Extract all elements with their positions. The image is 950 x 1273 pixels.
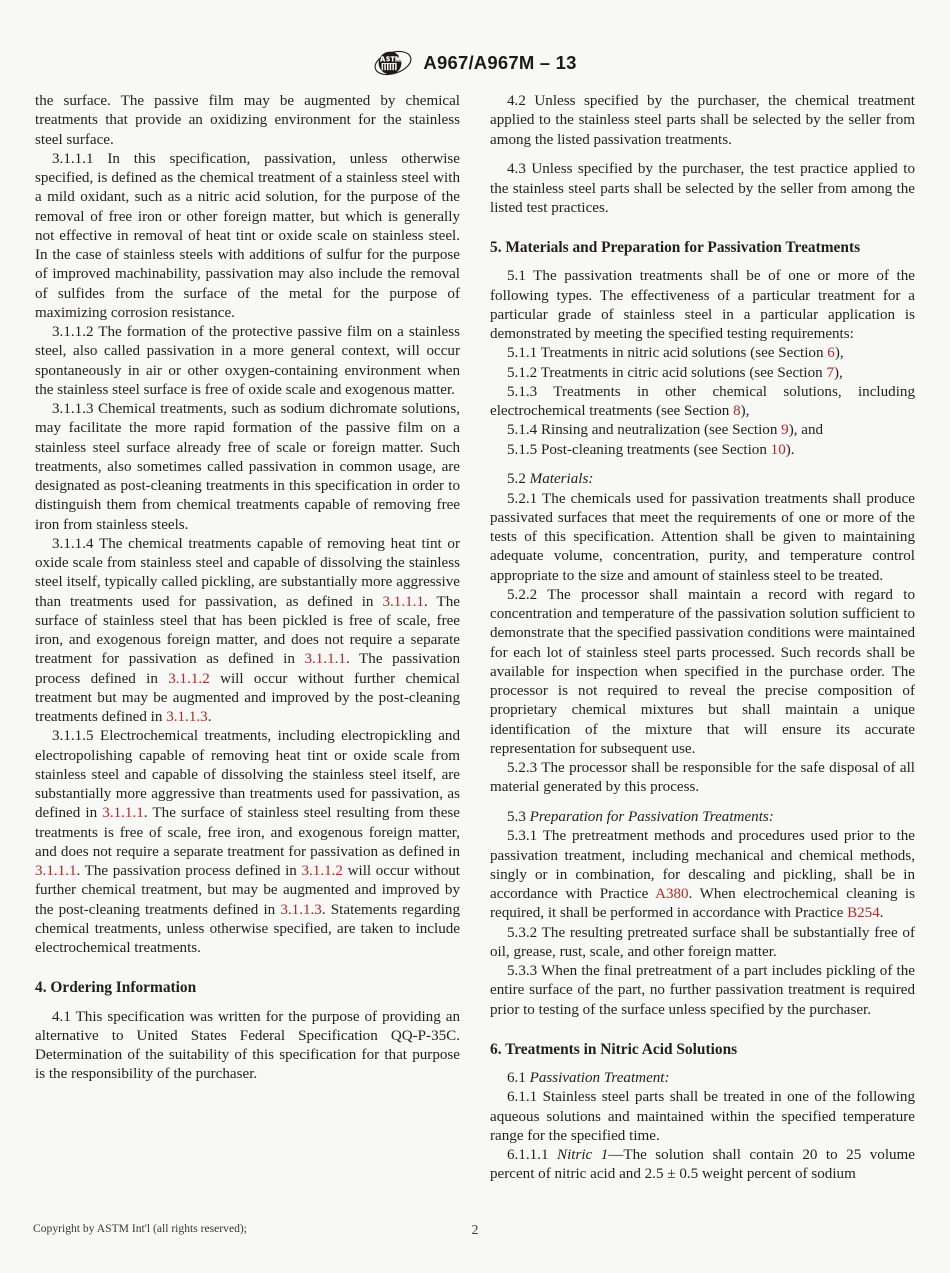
clause-number: 6.1.1.1 <box>507 1147 557 1163</box>
paragraph-4-2 <box>490 92 915 150</box>
two-column-body <box>35 92 915 1207</box>
page-header <box>0 44 950 82</box>
paragraph-5-1-5 <box>490 441 915 460</box>
paragraph-text: ), <box>833 364 843 381</box>
paragraph-continuation: the surface. The passive film may be augmented by chemical treatments that provide an oxidizing environment for the stainless steel surface. <box>35 93 460 148</box>
cross-reference-link[interactable]: 8 <box>733 403 741 419</box>
paragraph-text: ). <box>785 441 795 458</box>
clause-number: 5.2 <box>507 471 530 488</box>
paragraph-5-3 <box>490 808 915 827</box>
paragraph-text: 3.1.1.3 Chemical treatments, such as sodium dichromate solutions, may facilitate the more rapid formation of the passive film on a stainless steel surface already free of scale or foreign matter. Such treatments, also sometimes called passivation in common usage, are designated as post-cleaning treatments in this specification in order to distinguish them from chemical treatments capable of removing free iron from stainless steels. <box>35 401 460 533</box>
paragraph-5-2-2 <box>490 586 915 759</box>
paragraph-text: 5.1.4 Rinsing and neutralization (see Section <box>507 422 782 439</box>
paragraph-4-1 <box>35 1008 460 1085</box>
paragraph-text: 3.1.1.4 The chemical treatments capable of removing heat tint or oxide scale from stainless steel and capable of dissolving the stainless steel itself, typically called pickling, are substantially more aggressive than treatments used for passivation, as defined in <box>35 535 460 610</box>
cross-reference-link[interactable]: 6 <box>827 345 835 362</box>
section-heading-5: 5. Materials and Preparation for Passivation Treatments <box>490 239 861 256</box>
practice-reference-link[interactable]: B254 <box>847 905 880 922</box>
practice-reference-link[interactable]: A380 <box>655 886 689 902</box>
clause-title: Materials: <box>529 471 594 488</box>
paragraph-text: . The surface of stainless steel that has been pickled is free of scale, free iron, and exogenous foreign matter, and does not require a separate treatment for passivation as defined in <box>35 593 460 668</box>
paragraph-text: 5.2.1 The chemicals used for passivation treatments shall produce passivated surfaces that meet the requirements of one or more of the tests of this specification. Attention shall be given to maintaining adequate volume, concentration, purity, and temperature control appropriate to the size and amount of stainless steel to be treated. <box>490 490 915 584</box>
paragraph-3-1-1-2 <box>35 323 460 400</box>
paragraph-text: 4.1 This specification was written for the purpose of providing an alternative to United States Federal Specification QQ-P-35C. Determination of the suitability of this specification for that purpose is the responsibility of the purchaser. <box>35 1008 460 1083</box>
paragraph-text: 5.1.3 Treatments in other chemical solutions, including electrochemical treatments (see Section <box>490 383 915 419</box>
paragraph-text: 5.1.1 Treatments in nitric acid solutions (see Section <box>507 345 828 362</box>
paragraph-text: 6.1.1 Stainless steel parts shall be treated in one of the following aqueous solutions and maintained within the specified temperature range for the specified time. <box>490 1089 915 1144</box>
paragraph-5-1-4 <box>490 421 915 440</box>
paragraph-text: 3.1.1.5 Electrochemical treatments, including electropickling and electropolishing capable of removing heat tint or oxide scale from stainless steel and capable of dissolving the stainless steel itself, are substantially more aggressive than treatments used for passivation, as defined in <box>35 728 460 822</box>
paragraph-text: 5.1.5 Post-cleaning treatments (see Section <box>507 441 771 458</box>
right-column <box>490 92 915 1207</box>
paragraph-text: will occur without further chemical treatment but may be augmented and improved by the post-cleaning treatments defined in <box>35 670 461 725</box>
cross-reference-link[interactable]: 3.1.1.1 <box>304 651 346 668</box>
paragraph-text: . The surface of stainless steel resulting from these treatments is free of scale, free iron, and exogenous foreign matter, and does not require a separate treatment for passivation as defined in <box>35 805 461 860</box>
cross-reference-link[interactable]: 9 <box>781 422 789 439</box>
cross-reference-link[interactable]: 3.1.1.1 <box>35 863 77 879</box>
paragraph-3-1-1-5 <box>35 727 460 958</box>
cross-reference-link[interactable]: 7 <box>826 364 834 381</box>
paragraph-text: . <box>207 709 212 725</box>
paragraph-5-1 <box>490 267 915 344</box>
paragraph-5-3-2 <box>490 924 915 963</box>
paragraph-text: —The solution shall contain 20 to 25 volume percent of nitric acid and 2.5 ± 0.5 weight percent of sodium <box>490 1147 915 1183</box>
paragraph-text: 5.1 The passivation treatments shall be of one or more of the following types. The effectiveness of a particular treatment for a particular grade of stainless steel in a particular application is demonstrated by meeting the specified testing requirements: <box>490 268 915 342</box>
paragraph-text: 5.3.3 When the final pretreatment of a part includes pickling of the entire surface of the part, no further passivation treatment is required prior to testing of the surface unless specified by the purchaser. <box>490 963 915 1018</box>
section-heading-4: 4. Ordering Information <box>35 979 197 997</box>
clause-title: Nitric 1 <box>557 1147 609 1163</box>
paragraph-5-1-3 <box>490 383 915 422</box>
paragraph-5-3-3 <box>490 962 915 1020</box>
paragraph-6-1-1-1 <box>490 1146 915 1185</box>
paragraph-text: ), <box>740 403 750 419</box>
paragraph-text: ), <box>834 345 844 362</box>
paragraph-text: 5.2.3 The processor shall be responsible for the safe disposal of all material generated by this process. <box>490 760 915 796</box>
standard-designation: A967/A967M – 13 <box>423 52 577 73</box>
paragraph-4-3 <box>490 160 915 218</box>
paragraph-text: 3.1.1.1 In this specification, passivation, unless otherwise specified, is defined as the chemical treatment of a stainless steel with a mild oxidant, such as a nitric acid solution, for the purpose of the removal of free iron or other foreign matter, but which is generally not effective in removal of heat tint or oxide scale on stainless steel. In the case of stainless steels with additions of sulfur for the purpose of improved machinability, passivation may also include the removal of sulfides from the surface of the metal for the purpose of maximizing corrosion resistance. <box>35 150 460 321</box>
paragraph-text: . When electrochemical cleaning is required, it shall be performed in accordance with Practice <box>490 886 915 922</box>
paragraph-text: . Statements regarding chemical treatments, unless otherwise specified, are taken to include electrochemical treatments. <box>35 901 460 956</box>
paragraph-text: 3.1.1.2 The formation of the protective passive film on a stainless steel, also called passivation in a more general context, will occur spontaneously in air or other oxygen-containing environment when the stainless steel surface is free of oxide scale and exogenous matter. <box>35 324 460 398</box>
paragraph-3-1-1-1 <box>35 150 460 323</box>
clause-number: 5.3 <box>507 809 530 825</box>
section-heading-6: 6. Treatments in Nitric Acid Solutions <box>490 1040 738 1058</box>
paragraph-text: 4.2 Unless specified by the purchaser, the chemical treatment applied to the stainless steel parts shall be selected by the seller from among the listed passivation treatments. <box>490 93 915 148</box>
page-footer <box>0 1222 950 1252</box>
cross-reference-link[interactable]: 10 <box>770 441 786 458</box>
paragraph-5-2-1 <box>490 490 915 586</box>
paragraph-5-1-2 <box>490 364 915 383</box>
clause-title: Passivation Treatment: <box>529 1070 670 1086</box>
paragraph-text: 5.3.2 The resulting pretreated surface shall be substantially free of oil, grease, rust, scale, and other foreign matter. <box>490 924 915 960</box>
paragraph-text: 5.3.1 The pretreatment methods and procedures used prior to the passivation treatment, including mechanical and chemical methods, singly or in combination, for descaling and pickling, shall be in accordance with Practice <box>490 828 915 902</box>
paragraph-5-3-1 <box>490 827 915 923</box>
cross-reference-link[interactable]: 3.1.1.2 <box>168 670 210 687</box>
paragraph-6-1 <box>490 1069 915 1088</box>
paragraph-6-1-1 <box>490 1088 915 1146</box>
paragraph-text: . The passivation process defined in <box>35 651 460 687</box>
paragraph-text: 5.1.2 Treatments in citric acid solutions (see Section <box>507 364 827 381</box>
clause-title: Preparation for Passivation Treatments: <box>529 809 774 825</box>
paragraph-text: . The passivation process defined in <box>76 863 302 879</box>
paragraph-5-2-3 <box>490 759 915 798</box>
cross-reference-link[interactable]: 3.1.1.1 <box>102 805 144 822</box>
paragraph-text: 4.3 Unless specified by the purchaser, the test practice applied to the stainless steel parts shall be selected by the seller from among the listed test practices. <box>490 161 915 216</box>
paragraph-text: will occur without further chemical treatment, but may be augmented and improved by the post-cleaning treatments defined in <box>35 863 460 918</box>
astm-logo-icon <box>373 48 413 78</box>
cross-reference-link[interactable]: 3.1.1.1 <box>382 593 424 610</box>
page-number: 2 <box>471 1222 479 1237</box>
cross-reference-link[interactable]: 3.1.1.2 <box>301 863 343 879</box>
paragraph-text: . <box>879 905 884 922</box>
paragraph-text: 5.2.2 The processor shall maintain a record with regard to concentration and temperature of the passivation solution sufficient to demonstrate that the specified passivation conditions were maintained for each lot of stainless steel parts processed. Such records shall be available for inspection when specified in the purchase order. The processor is not required to reveal the precise composition of proprietary chemical mixtures but shall maintain a unique identification of the mixture that will ensure its accurate representation for subsequent use. <box>490 586 915 757</box>
paragraph-text: ), and <box>788 422 824 439</box>
paragraph-5-1-1 <box>490 344 915 363</box>
paragraph-3-1-1-3 <box>35 400 460 535</box>
paragraph-5-2 <box>490 470 915 489</box>
paragraph-3-1-1-4 <box>35 535 460 728</box>
cross-reference-link[interactable]: 3.1.1.3 <box>280 901 322 918</box>
cross-reference-link[interactable]: 3.1.1.3 <box>166 709 208 725</box>
left-column <box>35 92 460 1207</box>
copyright-notice: Copyright by ASTM Int'l (all rights reserved); <box>33 1222 247 1235</box>
clause-number: 6.1 <box>507 1070 530 1086</box>
